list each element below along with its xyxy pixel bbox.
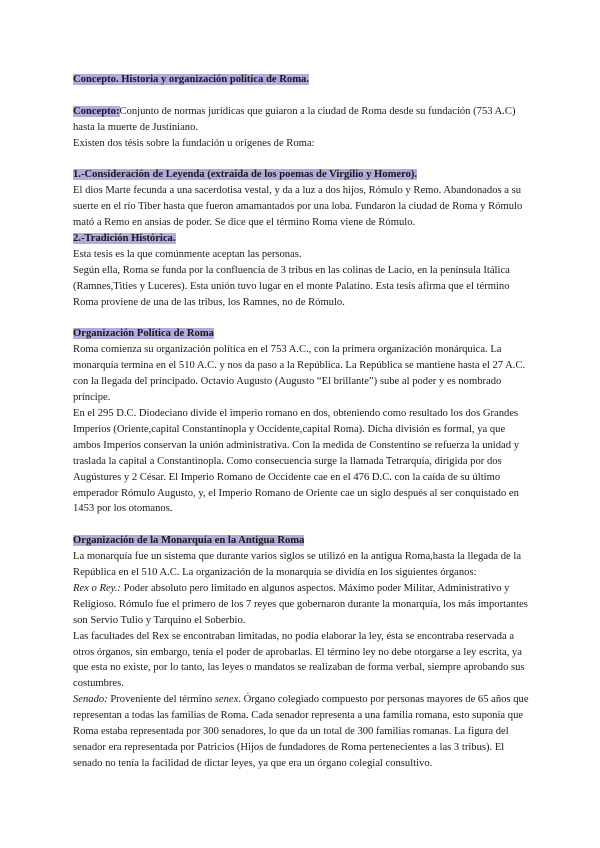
concepto-intro: Existen dos tésis sobre la fundación u orígenes de Roma: bbox=[73, 137, 315, 149]
organizacion-p1: Roma comienza su organización política en el 753 A.C., con la primera organización monárquica. La monarquía termina en el 510 A.C. y nos da paso a la República. La República se mantiene hasta el 27 A.C. con la llegada del principado. Octavio Augusto (Augusto “El brillante”) sube al poder y es nombrado príncipe. bbox=[73, 344, 526, 404]
senado-label: Senado: bbox=[73, 694, 108, 706]
rex-label: Rex o Rey.: bbox=[73, 582, 121, 594]
document-body bbox=[73, 72, 533, 772]
rex-paragraph bbox=[73, 581, 533, 629]
rex-text: Poder absoluto pero limitado en algunos aspectos. Máximo poder Militar, Administrativo y Religioso. Rómulo fue el primero de los 7 reyes que gobernaron durante la monarquía, los más importantes son Servio Tulio y Tarquino el Soberbio. bbox=[73, 582, 528, 626]
senado-pre: Proveniente del término bbox=[107, 694, 215, 706]
document-title: Concepto. Historia y organización política de Roma. bbox=[73, 74, 309, 85]
leyenda-heading: 1.-Consideración de Leyenda (extraída de los poemas de Virgilio y Homero). bbox=[73, 169, 418, 181]
senado-text: . Órgano colegiado compuesto por personas mayores de 65 años que representan a todas las familias de Roma. Cada senador representa a una familia romana, esto suponía que Roma estaba representada por 300 senadores, lo que da un total de 300 familias romanas. La figura del senador era representada por Patricios (Hijos de fundadores de Roma pertenecientes a las 3 tribus). El senado no tenía la facilidad de dictar leyes, ya que era un órgano colegial consultivo. bbox=[73, 694, 529, 769]
tradicion-heading: 2.-Tradición Histórica. bbox=[73, 233, 176, 245]
senado-term: senex bbox=[214, 694, 239, 706]
tradicion-p1: Esta tesis es la que comúnmente aceptan las personas. bbox=[73, 248, 302, 260]
concepto-paragraph bbox=[73, 104, 533, 136]
monarquia-p1: La monarquía fue un sistema que durante varios siglos se utilizó en la antigua Roma,hasta la llegada de la República en el 510 A.C. La organización de la monarquía se dividía en los siguientes órganos: bbox=[73, 551, 522, 579]
tradicion-p2: Según ella, Roma se funda por la confluencia de 3 tribus en las colinas de Lacio, en la península Itálica (Ramnes,Tities y Luceres). Esta unión tuvo lugar en el monte Palatino. Esta tesis afirma que el término Roma proviene de una de las tribus, los Ramnes, no de Rómulo. bbox=[73, 264, 510, 308]
monarquia-heading: Organización de la Monarquía en la Antigua Roma bbox=[73, 535, 305, 547]
organizacion-p2: En el 295 D.C. Diodeciano divide el imperio romano en dos, obteniendo como resultado los dos Grandes Imperios (Oriente,capital Constantinopla y Occidente,capital Roma). Dicha división es formal, ya que ambos Imperios conservan la unión administrativa. Con la medida de Constentino se refuerza la unidad y traslada la capital a Constantinopla. Como consecuencia surge la llamada Tetrarquía, dirigida por dos Augústures y 2 César. El Imperio Romano de Occidente cae en el 476 D.C. con la caída de su último emperador Rómulo Augusto, y, el Imperio Romano de Oriente cae un siglo después al ser conquistado en 1453 por los otomanos. bbox=[73, 407, 519, 515]
concepto-label: Concepto: bbox=[73, 105, 120, 117]
senado-paragraph bbox=[73, 692, 533, 772]
organizacion-heading: Organización Política de Roma bbox=[73, 328, 214, 340]
concepto-text: Conjunto de normas jurídicas que guiaron a la ciudad de Roma desde su fundación (753 A.C) hasta la muerte de Justiniano. bbox=[73, 105, 516, 133]
facultades-paragraph: Las facultades del Rex se encontraban limitadas, no podía elaborar la ley, ésta se encontraba reservada a otros órganos, sin embargo, tenía el poder de aprobarlas. El término ley no debe otorgarse a ley escrita, ya que esta no existe, por lo tanto, las leyes o mandatos se realizaban de forma verbal, siempre aprobando sus costumbres. bbox=[73, 630, 525, 690]
leyenda-text: El dios Marte fecunda a una sacerdotisa vestal, y da a luz a dos hijos, Rómulo y Remo. Abandonados a su suerte en el río Tiber hasta que fueron amamantados por una loba. Fundaron la ciudad de Roma y Rómulo mató a Remo en ansias de poder. Se dice que el término Roma viene de Rómulo. bbox=[73, 185, 523, 229]
